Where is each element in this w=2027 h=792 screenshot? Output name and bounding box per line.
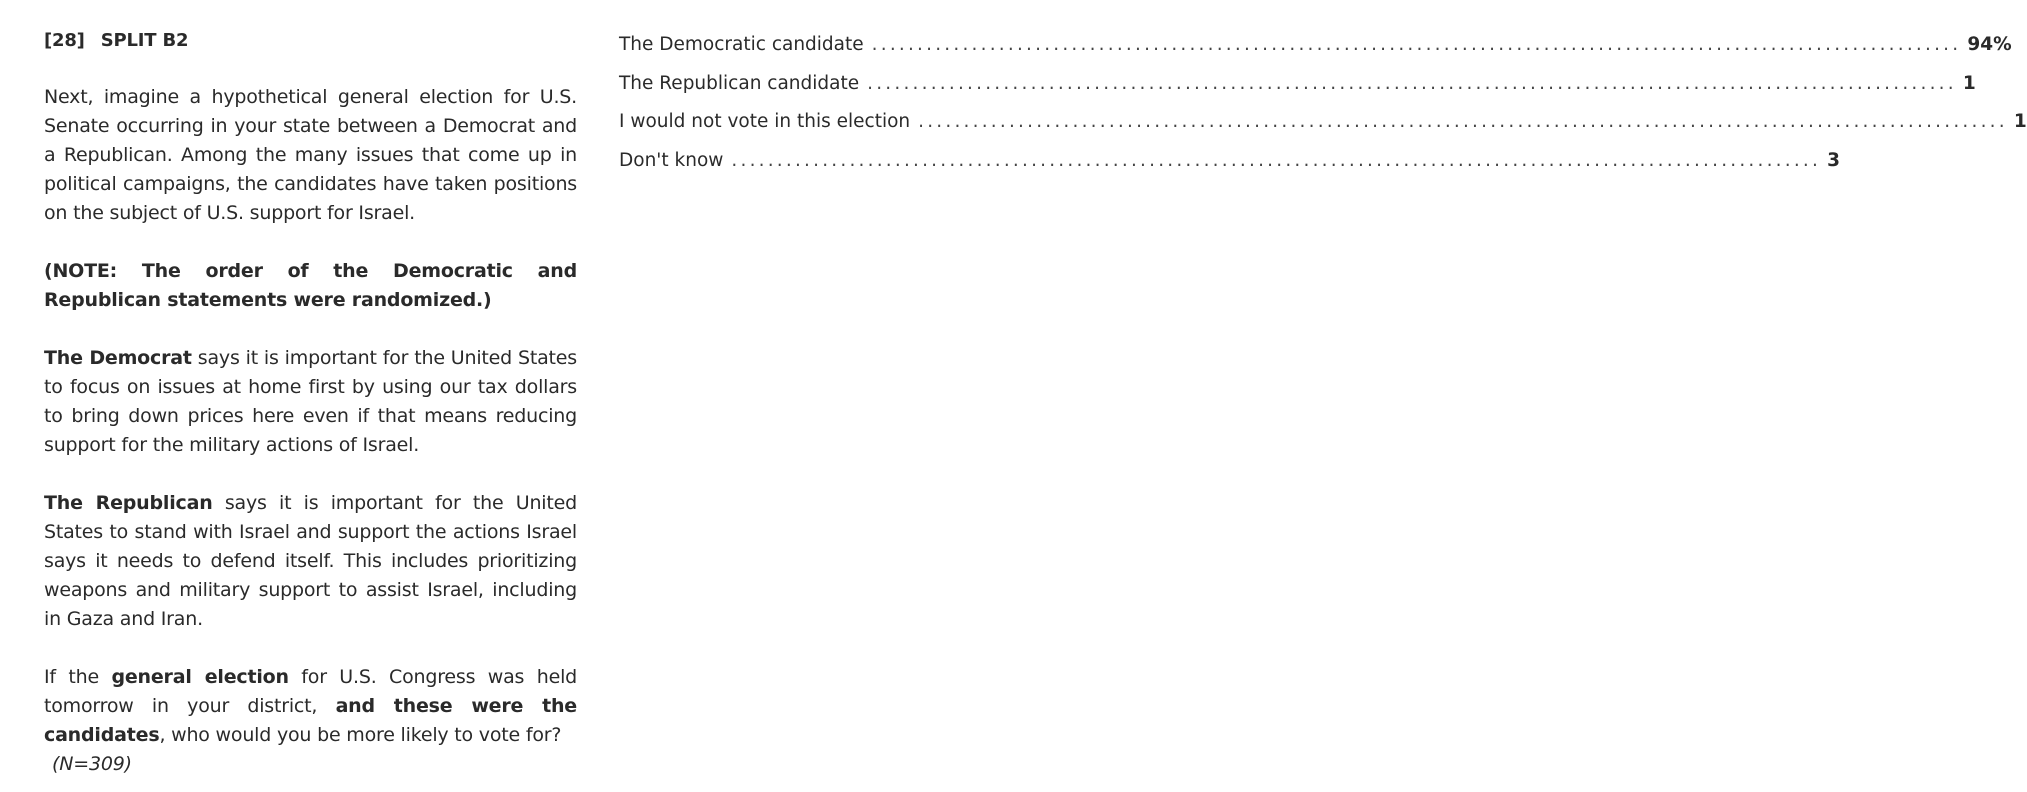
question-header (44, 28, 577, 54)
republican-text: says it is important for the United States to stand with Israel and support the actions Israel says it needs to defend itself. This includes prioritizing weapons and military support to assist Israel, including in Gaza and Iran. (44, 492, 577, 630)
sample-size: (N=309) (52, 753, 132, 775)
response-label: I would not vote in this election (619, 111, 911, 132)
ask-suffix: , who would you be more likely to vote for? (159, 724, 562, 746)
response-value: 1 (1962, 72, 1976, 94)
republican-statement (44, 489, 577, 634)
dot-leader: ........................................................................................................................ (871, 34, 1962, 55)
response-label: The Republican candidate (619, 72, 860, 94)
response-value: 3 (1827, 149, 1840, 171)
question-ask (44, 663, 577, 779)
response-list (619, 31, 2027, 185)
question-number: [28] (44, 30, 85, 51)
democrat-statement (44, 344, 577, 460)
dot-leader: ........................................................................................................................ (918, 111, 2008, 132)
ask-prefix: If the (44, 666, 112, 688)
ask-bold-general-election: general election (111, 666, 289, 688)
response-row (619, 108, 2027, 147)
response-value: 1 (2013, 111, 2027, 132)
question-intro: Next, imagine a hypothetical general election for U.S. Senate occurring in your state between a Democrat and a Republican. Among the many issues that come up in political campaigns, the candidates have taken positions on the subject of U.S. support for Israel. (44, 86, 577, 224)
ask-bold-candidates: and these were the candidates (44, 695, 577, 746)
question-split: SPLIT B2 (100, 30, 189, 51)
response-label: Don't know (619, 149, 724, 171)
response-row (619, 31, 2012, 70)
ask-mid: for U.S. Congress was held tomorrow in your district, (44, 666, 578, 717)
note-text: (NOTE: The order of the Democratic and Republican statements were randomized.) (44, 260, 577, 311)
randomization-note (44, 257, 577, 315)
democrat-text: says it is important for the United States to focus on issues at home first by using our tax dollars to bring down prices here even if that means reducing support for the military actions of Israel. (44, 347, 577, 456)
dot-leader: ........................................................................................................................ (867, 72, 1957, 94)
question-block (44, 28, 577, 779)
response-row (619, 147, 1840, 186)
republican-lead: The Republican (44, 492, 213, 514)
response-row (619, 70, 1976, 109)
dot-leader: ........................................................................................................................ (731, 149, 1822, 171)
response-value: 94% (1967, 34, 2012, 55)
democrat-lead: The Democrat (44, 347, 192, 369)
response-label: The Democratic candidate (619, 34, 864, 55)
